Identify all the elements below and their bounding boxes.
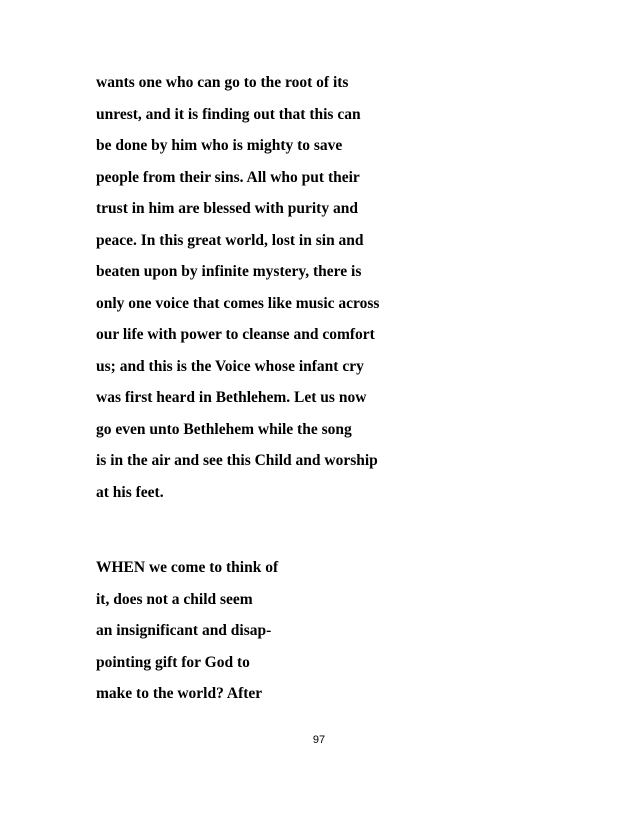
text-line: unrest, and it is finding out that this can xyxy=(96,105,361,123)
text-line: pointing gift for God to xyxy=(96,653,250,671)
text-line: at his feet. xyxy=(96,483,164,501)
paragraph xyxy=(96,67,596,508)
paragraph xyxy=(96,552,596,710)
text-line: WHEN we come to think of xyxy=(96,559,279,576)
text-line: go even unto Bethlehem while the song xyxy=(96,420,352,438)
text-line: our life with power to cleanse and comfort xyxy=(96,326,375,343)
text-line: be done by him who is mighty to save xyxy=(96,137,343,154)
text-line: wants one who can go to the root of its xyxy=(96,74,349,91)
text-line: only one voice that comes like music across xyxy=(96,294,380,312)
text-line: trust in him are blessed with purity and xyxy=(96,200,358,217)
text-line: people from their sins. All who put their xyxy=(96,168,360,186)
text-line: peace. In this great world, lost in sin and xyxy=(96,231,364,249)
text-line: make to the world? After xyxy=(96,685,263,702)
text-line: us; and this is the Voice whose infant cry xyxy=(96,357,364,375)
text-line: an insignificant and disap- xyxy=(96,622,272,639)
text-line: was first heard in Bethlehem. Let us now xyxy=(96,389,367,406)
text-line: beaten upon by infinite mystery, there is xyxy=(96,263,362,280)
text-line: it, does not a child seem xyxy=(96,590,253,608)
text-line: is in the air and see this Child and worship xyxy=(96,452,378,469)
page-number: 97 xyxy=(312,734,326,746)
